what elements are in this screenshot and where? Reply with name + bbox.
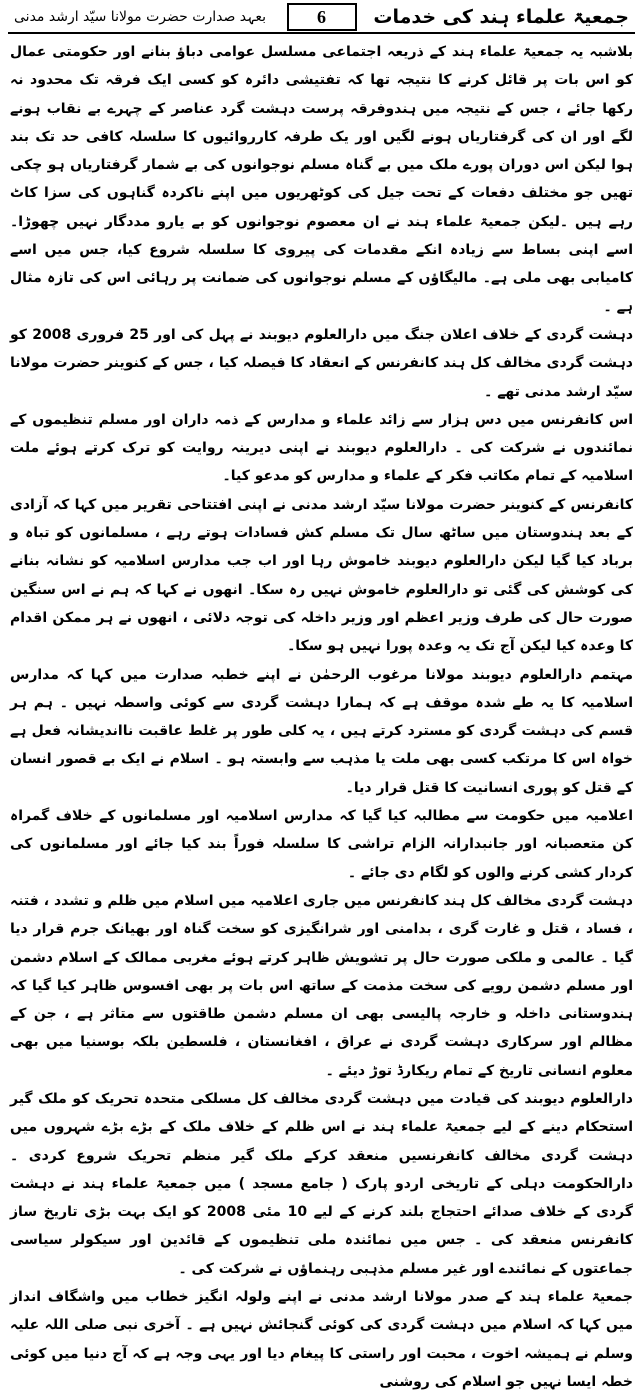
- paragraph-7: دہشت گردی مخالف کل ہند کانفرنس میں جاری اعلامیہ میں اسلام میں ظلم و تشدد ، فتنہ ، فساد ، قتل و غارت گری ، بدامنی اور شرانگیزی کو سخت گناہ اور بھیانک جرم قرار دیا گیا ۔ عالمی و ملکی صورت حال پر تشویش ظاہر کرتے ہوئے مغربی ممالک کے اسلام دشمن اور مسلم دشمن رویے کی سخت مذمت کے ساتھ اس بات پر بھی افسوس ظاہر کیا گیا کہ ہندوستانی داخلہ و خارجہ پالیسی بھی ان مسلم دشمن طاقتوں سے متاثر ہے ، جن کے مظالم اور سرکاری دہشت گردی نے عراق ، افغانستان ، فلسطین بلکہ بوسنیا میں بھی معلوم انسانی تاریخ کے تمام ریکارڈ توڑ دیئے ۔: [10, 892, 633, 1079]
- header-subtitle: بعہد صدارت حضرت مولانا سیّد ارشد مدنی: [14, 9, 266, 25]
- paragraph-9: جمعیۃ علماء ہند کے صدر مولانا ارشد مدنی نے اپنے ولولہ انگیز خطاب میں واشگاف انداز میں کہا کہ اسلام میں دہشت گردی کی کوئی گنجائش نہیں ہے ۔ آخری نبی صلی اللہ علیہ وسلم نے ہمیشہ اخوت ، محبت اور راستی کا پیغام دیا اور یہی وجہ ہے کہ آج دنیا میں کوئی خطہ ایسا نہیں جو اسلام کی روشنی: [10, 1289, 633, 1390]
- paragraph-6: اعلامیہ میں حکومت سے مطالبہ کیا گیا کہ مدارس اسلامیہ اور مسلمانوں کے خلاف گمراہ کن متعصبانہ اور جانبدارانہ الزام تراشی کا سلسلہ فوراً بند کیا جائے اور مسلمانوں کی کردار کشی کرنے والوں کو لگام دی جائے ۔: [10, 808, 633, 881]
- paragraph-3: اس کانفرنس میں دس ہزار سے زائد علماء و مدارس کے ذمہ داران اور مسلم تنظیموں کے نمائندوں نے شرکت کی ۔ دارالعلوم دیوبند نے اپنی دیرینہ روایت کو ترک کرتے ہوئے ملت اسلامیہ کے تمام مکاتب فکر کے علماء و مدارس کو مدعو کیا۔: [10, 411, 633, 485]
- paragraph-2: دہشت گردی کے خلاف اعلان جنگ میں دارالعلوم دیوبند نے پہل کی اور 25 فروری 2008 کو دہشت گردی مخالف کل ہند کانفرنس کے انعقاد کا فیصلہ کیا ، جس کے کنوینر حضرت مولانا سیّد ارشد مدنی تھے ۔: [10, 326, 633, 400]
- paragraph-1: بلاشبہ یہ جمعیۃ علماء ہند کے ذریعہ اجتماعی مسلسل عوامی دباؤ بنانے اور حکومتی عمال کو اس بات پر قائل کرنے کا نتیجہ تھا کہ تفتیشی دائرہ کو کسی ایک فرقہ تک محدود نہ رکھا جائے ، جس کے نتیجہ میں ہندوفرقہ پرست دہشت گرد عناصر کے چہرے بے نقاب ہونے لگے اور ان کی گرفتاریاں ہونے لگیں اور یک طرفہ کارروائیوں کا سلسلہ کافی حد تک بند ہوا لیکن اس دوران پورے ملک میں بے گناہ مسلم نوجوانوں کی بے شمار گرفتاریاں ہو چکی تھیں جو مختلف دفعات کے تحت جیل کی کوٹھریوں میں اپنے ناکردہ گناہوں کی سزا کاٹ رہے ہیں ۔لیکن جمعیۃ علماء ہند نے ان معصوم نوجوانوں کو بے یارو مددگار نہیں چھوڑا۔ اسے اپنی بساط سے زیادہ انکے مقدمات کی پیروی کا سلسلہ شروع کیا، جس میں اسے کامیابی بھی ملی ہے۔ مالیگاؤں کے مسلم نوجوانوں کی ضمانت پر رہائی اس کی تازہ مثال ہے ۔: [10, 44, 633, 315]
- paragraph-8: دارالعلوم دیوبند کی قیادت میں دہشت گردی مخالف کل مسلکی متحدہ تحریک کو ملک گیر استحکام دینے کے لیے جمعیۃ علماء ہند نے اس ظلم کے خلاف ملک کے بڑے بڑے شہروں میں دہشت گردی مخالف کانفرنسیں منعقد کرکے ملک گیر منظم تحریک شروع کردی ۔ دارالحکومت دہلی کے تاریخی اردو پارک ( جامع مسجد ) میں جمعیۃ علماء ہند نے دہشت گردی کے خلاف صدائے احتجاج بلند کرنے کے لیے 10 مئی 2008 کو ایک بہت بڑی تاریخ ساز کانفرنس منعقد کی ۔ جس میں نمائندہ ملی تنظیموں کے قائدین اور سیکولر سیاسی جماعتوں کے نمائندے اور غیر مسلم مذہبی رہنماؤں نے شرکت کی ۔: [10, 1090, 634, 1277]
- article-body: [10, 38, 634, 1390]
- paragraph-4: کانفرنس کے کنوینر حضرت مولانا سیّد ارشد مدنی نے اپنی افتتاحی تقریر میں کہا کہ آزادی کے بعد ہندوستان میں ساٹھ سال تک مسلم کش فسادات ہوتے رہے ، مسلمانوں کو تباہ و برباد کیا گیا لیکن دارالعلوم دیوبند خاموش رہا اور اب جب مدارس اسلامیہ کو نشانہ بنانے کی کوشش کی گئی تو دارالعلوم خاموش نہیں رہ سکا۔ انھوں نے کہا کہ ہم نے اس سنگین صورت حال کی طرف وزیر اعظم اور وزیر داخلہ کی توجہ دلائی ، انھوں نے ہر ممکن اقدام کا وعدہ کیا لیکن آج تک یہ وعدہ پورا نہیں ہو سکا۔: [10, 496, 633, 655]
- paragraph-5: مہتمم دارالعلوم دیوبند مولانا مرغوب الرحمٰن نے اپنے خطبہ صدارت میں کہا کہ مدارس اسلامیہ کا یہ طے شدہ موقف ہے کہ ہمارا دہشت گردی سے کوئی واسطہ نہیں ۔ ہم ہر قسم کی دہشت گردی کو مسترد کرتے ہیں ، یہ کلی طور پر غلط عاقبت نااندیشانہ فعل ہے خواہ اس کا مرتکب کسی بھی ملت یا مذہب سے وابستہ ہو ۔ اسلام نے ایک بے قصور انسان کے قتل کو پوری انسانیت کا قتل قرار دیا۔: [10, 666, 633, 796]
- page-number: 6: [287, 3, 357, 31]
- page-header: [8, 2, 635, 34]
- header-title: جمعیۃ علماء ہند کی خدمات: [373, 6, 629, 28]
